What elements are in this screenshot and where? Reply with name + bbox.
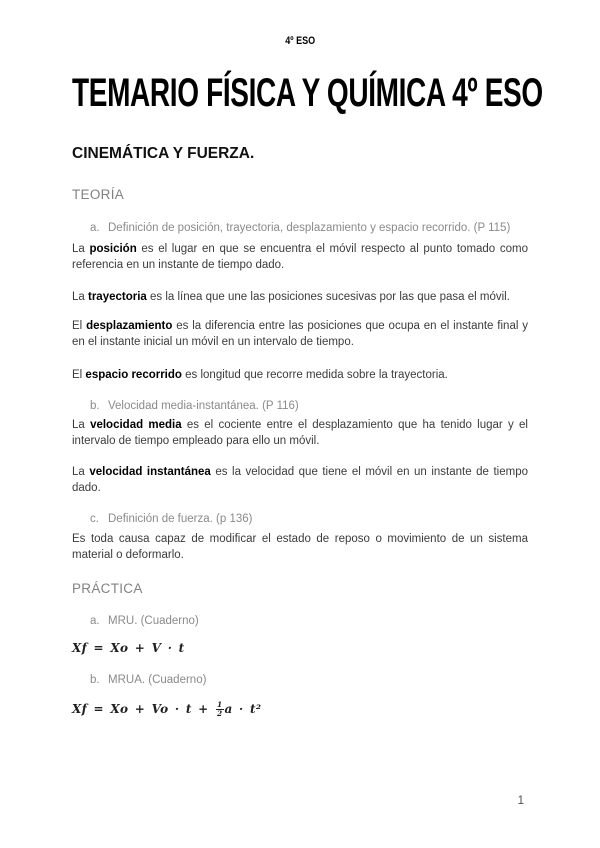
paragraph-prefix: El (72, 320, 87, 332)
list-marker: a. (90, 615, 100, 627)
sub-heading-teoria: TEORÍA (72, 187, 125, 202)
paragraph-body: es la velocidad que tiene el móvil en un instante de tiempo dado. (72, 466, 528, 494)
list-item-text: Definición de posición, trayectoria, desplazamiento y espacio recorrido. (P 115) (108, 222, 511, 234)
paragraph-posicion (72, 241, 528, 273)
paragraph-trayectoria (72, 289, 528, 305)
page-number: 1 (517, 795, 524, 807)
paragraph-body: es longitud que recorre medida sobre la trayectoria. (181, 369, 448, 381)
formula-mrua-pre: Xf = Xo + Vo · t + (72, 702, 216, 716)
bold-term-trayectoria: trayectoria (88, 291, 147, 303)
paragraph-fuerza (72, 531, 528, 563)
list-marker: c. (90, 513, 99, 525)
sub-heading-practica: PRÁCTICA (72, 581, 143, 596)
list-item-text: MRUA. (Cuaderno) (108, 674, 207, 686)
formula-mrua-post: a · t² (224, 702, 262, 716)
paragraph-espacio-recorrido (72, 367, 528, 383)
running-header (72, 35, 528, 48)
bold-term-velocidad-instantanea: velocidad instantánea (89, 466, 211, 478)
paragraph-prefix: La (72, 243, 90, 255)
paragraph-prefix: El (72, 369, 86, 381)
paragraph-prefix: La (72, 419, 91, 431)
paragraph-prefix: La (72, 291, 88, 303)
section-heading-cinematica: CINEMÁTICA Y FUERZA. (72, 145, 255, 162)
paragraph-desplazamiento (72, 318, 528, 350)
bold-term-velocidad-media: velocidad media (90, 419, 182, 431)
paragraph-body: es la diferencia entre las posiciones que ocupa en el instante final y en el instante inicial un móvil en un intervalo de tiempo. (72, 320, 528, 348)
outline-item-a-mru (72, 613, 528, 629)
list-item-text: MRU. (Cuaderno) (108, 615, 199, 627)
outline-item-b-velocidad (72, 398, 528, 414)
fraction-one-half (216, 701, 223, 718)
formula-mrua (72, 698, 528, 720)
running-header-text: 4º ESO (285, 35, 315, 47)
list-item-text: Velocidad media-instantánea. (P 116) (108, 400, 299, 412)
bold-term-desplazamiento: desplazamiento (86, 320, 173, 332)
fraction-denominator: 2 (217, 709, 223, 719)
paragraph-velocidad-instantanea (72, 464, 528, 496)
paragraph-body: es la línea que une las posiciones sucesivas por las que pasa el móvil. (146, 291, 510, 303)
formula-mru: Xf = Xo + V · t (72, 641, 185, 655)
fraction-numerator: 1 (217, 700, 223, 710)
list-marker: b. (90, 674, 100, 686)
bold-term-posicion: posición (89, 243, 137, 255)
outline-item-c-fuerza (72, 511, 528, 527)
document-title (72, 71, 543, 115)
paragraph-prefix: La (72, 466, 90, 478)
outline-item-a-definicion (72, 220, 528, 236)
list-item-text: Definición de fuerza. (p 136) (108, 513, 253, 525)
paragraph-body: es el cociente entre el desplazamiento que ha tenido lugar y el intervalo de tiempo empleado para ello un móvil. (72, 419, 528, 447)
paragraph-body: Es toda causa capaz de modificar el estado de reposo o movimiento de un sistema material o deformarlo. (72, 533, 528, 561)
bold-term-espacio-recorrido: espacio recorrido (85, 369, 182, 381)
list-marker: a. (90, 222, 100, 234)
paragraph-velocidad-media (72, 417, 528, 449)
outline-item-b-mrua (72, 672, 528, 688)
document-title-text: TEMARIO FÍSICA Y QUÍMICA 4º ESO (72, 71, 543, 115)
list-marker: b. (90, 400, 100, 412)
paragraph-body: es el lugar en que se encuentra el móvil respecto al punto tomado como referencia en un instante de tiempo dado. (72, 243, 528, 271)
